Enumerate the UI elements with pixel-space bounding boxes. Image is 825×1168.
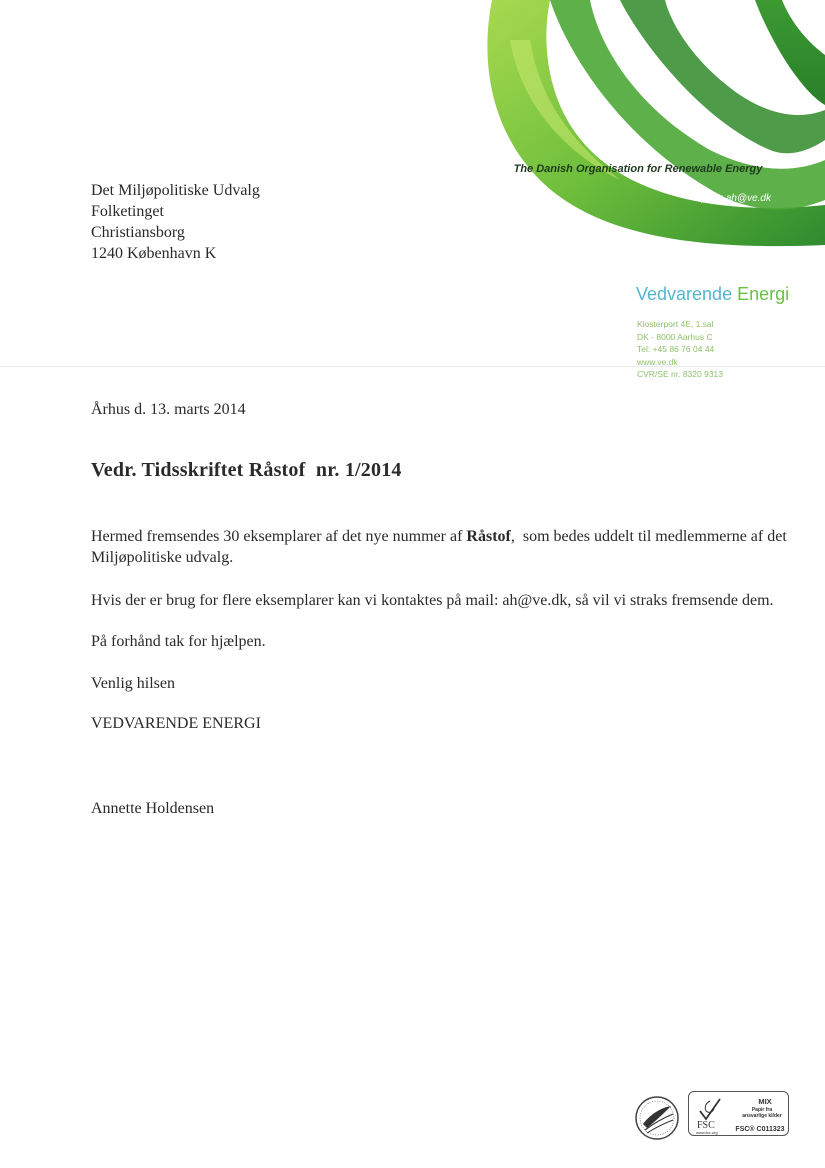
paragraph-2: Hvis der er brug for flere eksemplarer kan vi kontaktes på mail: ah@ve.dk, så vil vi straks fremsende dem. [91, 592, 774, 609]
sender-phone: Tel: +45 86 76 04 44 [637, 344, 715, 354]
closing-greeting: Venlig hilsen [91, 675, 175, 692]
sender-web: www.ve.dk [637, 356, 678, 367]
sender-address-2: DK - 8000 Aarhus C [637, 331, 713, 342]
paragraph-3: På forhånd tak for hjælpen. [91, 633, 266, 650]
fsc-mix-label: MIX [758, 1097, 772, 1106]
recipient-line-4: 1240 København K [91, 245, 217, 262]
letter-date: Århus d. 13. marts 2014 [91, 401, 246, 418]
signature-name: Annette Holdensen [91, 800, 215, 817]
fsc-source-line-1: Papir fra [751, 1107, 773, 1113]
magazine-name: Råstof [466, 528, 511, 545]
logo-swirl-graphic [470, 0, 825, 260]
fsc-source-line-2: ansvarlige kilder [742, 1113, 782, 1119]
sender-contact-block [637, 318, 723, 381]
fsc-tree-checkmark-icon [694, 1095, 726, 1135]
fsc-license-code: FSC® C011323 [735, 1126, 785, 1133]
paragraph-1-text-a: Hermed fremsendes 30 eksemplarer af det nye nummer af [91, 528, 467, 545]
brand-part-2: Energi [737, 284, 790, 304]
sender-cvr: CVR/SE nr. 8320 9313 [637, 369, 724, 379]
paragraph-1 [91, 526, 806, 568]
fsc-source-text [735, 1107, 789, 1119]
fsc-wordmark: FSC [697, 1120, 715, 1131]
nordic-swan-ecolabel-icon [633, 1094, 681, 1142]
sender-organisation: VEDVARENDE ENERGI [91, 715, 261, 732]
header-tagline: The Danish Organisation for Renewable Energy [513, 163, 763, 175]
recipient-line-2: Folketinget [91, 203, 164, 220]
sender-address-1: Klosterport 4E, 1.sal [637, 319, 714, 329]
letter-subject: Vedr. Tidsskriftet Råstof nr. 1/2014 [91, 459, 402, 481]
fold-line-divider [0, 366, 825, 367]
fsc-label [688, 1091, 789, 1136]
recipient-address [91, 180, 260, 264]
recipient-line-1: Det Miljøpolitiske Udvalg [91, 182, 260, 199]
brand-part-1: Vedvarende [636, 284, 733, 304]
recipient-line-3: Christiansborg [91, 224, 185, 241]
brand-logo-text [636, 284, 789, 305]
paragraph-1-text-b: , som bedes uddelt til medlemmerne af det Miljøpolitiske udvalg. [91, 528, 791, 566]
header-email: e-post: ah@ve.dk [692, 193, 771, 204]
fsc-url: www.fsc.org [696, 1130, 718, 1135]
